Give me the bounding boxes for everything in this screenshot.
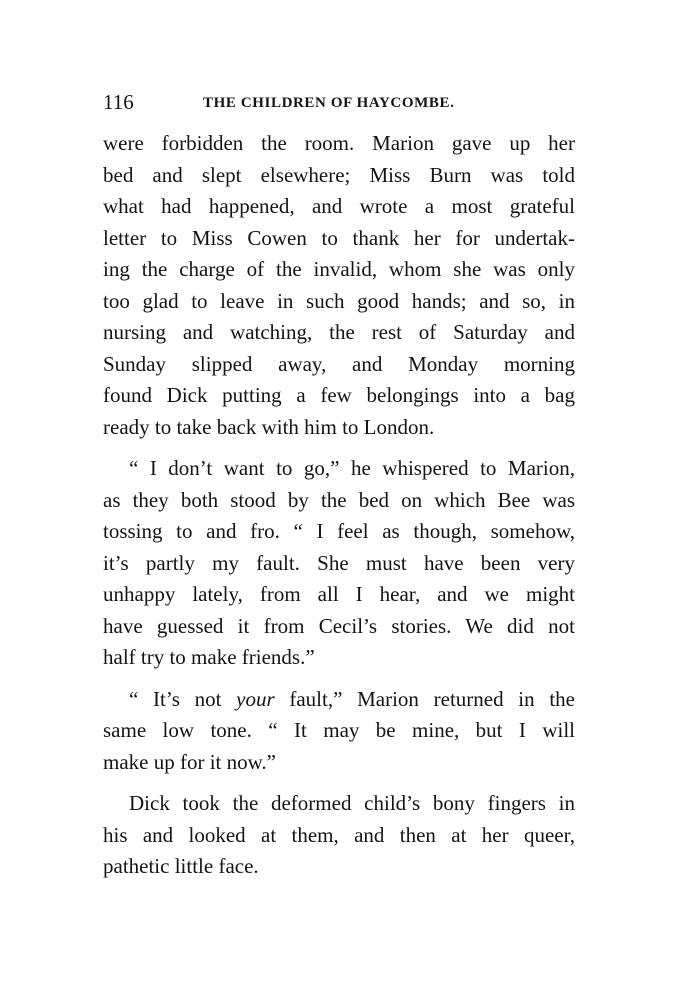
text-line: letter to Miss Cowen to thank her for undertak- <box>103 225 575 250</box>
text-line: it’s partly my fault. She must have been very <box>103 550 575 575</box>
text-run: “ It’s not <box>129 686 237 711</box>
paragraph-4 <box>103 788 575 883</box>
text-run: fault,” Marion returned in the <box>274 686 575 711</box>
running-head <box>103 90 575 114</box>
paragraph-2 <box>103 453 575 674</box>
text-line: were forbidden the room. Marion gave up her <box>103 131 575 155</box>
text-line: pathetic little face. <box>103 854 259 878</box>
text-line: tossing to and fro. “ I feel as though, somehow, <box>103 519 575 543</box>
text-line: too glad to leave in such good hands; and so, in <box>103 288 575 313</box>
text-line: have guessed it from Cecil’s stories. We did not <box>103 613 575 638</box>
text-line: nursing and watching, the rest of Saturday and <box>103 320 575 344</box>
text-line: bed and slept elsewhere; Miss Burn was told <box>103 162 575 187</box>
text-line: Sunday slipped away, and Monday morning <box>103 351 575 376</box>
running-title: THE CHILDREN OF HAYCOMBE. <box>203 95 455 111</box>
text-line: ready to take back with him to London. <box>103 414 435 439</box>
text-line: Dick took the deformed child’s bony fingers in <box>129 791 575 815</box>
text-line: same low tone. “ It may be mine, but I will <box>103 718 575 742</box>
text-line: unhappy lately, from all I hear, and we might <box>103 582 575 606</box>
text-line: as they both stood by the bed on which Bee was <box>103 487 575 512</box>
paragraph-3 <box>103 684 575 779</box>
paragraph-1 <box>103 128 575 443</box>
text-line: make up for it now.” <box>103 749 277 774</box>
text-line: what had happened, and wrote a most grateful <box>103 194 575 218</box>
page-number: 116 <box>103 90 134 114</box>
text-line: half try to make friends.” <box>103 645 315 669</box>
text-line: “ I don’t want to go,” he whispered to Marion, <box>129 456 575 480</box>
body-text <box>103 128 575 883</box>
text-line: ing the charge of the invalid, whom she was only <box>103 257 575 281</box>
italic-word: your <box>236 686 275 711</box>
text-line: his and looked at them, and then at her queer, <box>103 822 575 847</box>
text-line <box>103 684 575 716</box>
text-line: found Dick putting a few belongings into a bag <box>103 383 575 407</box>
